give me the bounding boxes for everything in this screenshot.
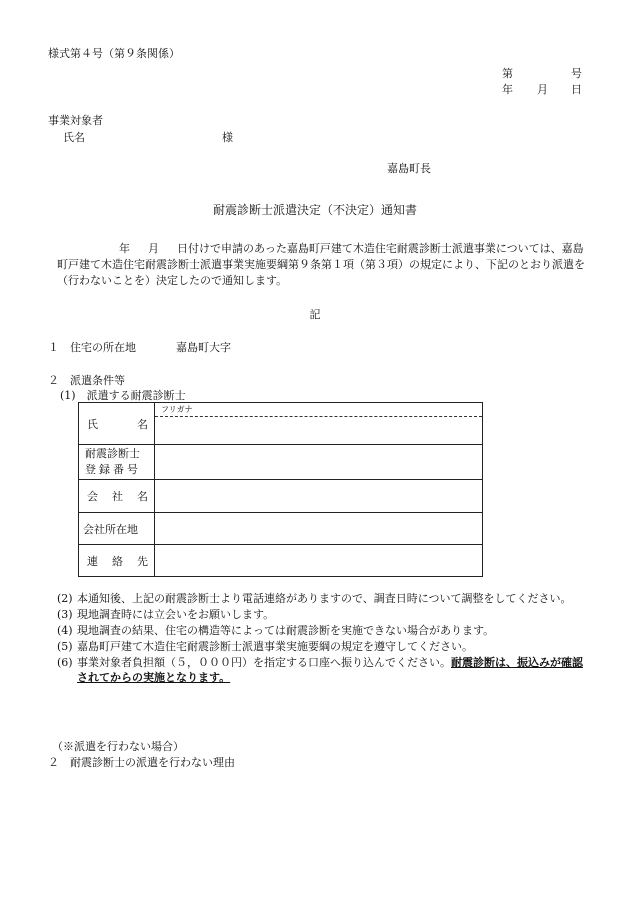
row-label-contact: 連 絡 先 — [79, 545, 155, 577]
row-label-address: 会社所在地 — [79, 513, 155, 545]
section1-label: １ 住宅の所在地 — [48, 341, 136, 354]
issue-number-suffix: 号 — [571, 67, 582, 80]
issuer: 嘉島町長 — [387, 162, 431, 175]
recipient-label: 事業対象者 — [48, 114, 103, 127]
list-item: (6) 事業対象者負担額（５，０００円）を指定する口座へ振り込んでください。耐震診断は、振込みが確認されてからの実施となります。 — [57, 656, 583, 684]
body-text: 日付けで申請のあった嘉島町戸建て木造住宅耐震診断士派遣事業については、嘉島町戸建て木造住宅耐震診断士派遣事業実施要綱第９条第１項（第３項）の規定により、下記のとおり派遣を（行わないことを）決定したので通知します。 — [57, 242, 585, 287]
alt-case-label: （※派遣を行わない場合） — [52, 740, 184, 753]
row-label-registration: 耐震診断士 登録番号 — [79, 445, 155, 480]
list-item: (4) 現地調査の結果、住宅の構造等によっては耐震診断を実施できない場合があります。 — [57, 624, 495, 637]
table-row — [79, 445, 483, 480]
inspector-table — [78, 402, 483, 577]
table-row — [79, 480, 483, 513]
form-number: 様式第４号（第９条関係） — [48, 47, 180, 60]
note-text: 事業対象者負担額（５，０００円）を指定する口座へ振り込んでください。 — [77, 656, 451, 669]
section1-value: 嘉島町大字 — [176, 341, 231, 354]
issue-number-prefix: 第 — [502, 67, 513, 80]
list-item: (2) 本通知後、上記の耐震診断士より電話連絡がありますので、調査日時について調整をしてください。 — [57, 592, 572, 605]
table-row — [79, 403, 483, 445]
company-cell[interactable] — [155, 480, 483, 513]
name-cell[interactable] — [155, 403, 483, 445]
list-item: (3) 現地調査時には立会いをお願いします。 — [57, 608, 275, 621]
row-label-name: 氏 名 — [79, 403, 155, 445]
row-label-company: 会 社 名 — [79, 480, 155, 513]
recipient-honorific: 様 — [222, 131, 233, 144]
alt-case-item: ２ 耐震診断士の派遣を行わない理由 — [48, 756, 235, 769]
recipient-name-label: 氏名 — [63, 131, 85, 144]
ki-mark: 記 — [309, 308, 321, 321]
contact-cell[interactable] — [155, 545, 483, 577]
date-year: 年 — [502, 83, 513, 96]
date-day: 日 — [571, 83, 582, 96]
section2-sub: (1) 派遣する耐震診断士 — [60, 389, 186, 402]
notes-list — [57, 591, 587, 686]
body-year: 年 — [119, 242, 130, 255]
date-month: 月 — [537, 83, 548, 96]
section2-label: ２ 派遣条件等 — [48, 374, 125, 387]
table-row — [79, 513, 483, 545]
body-month: 月 — [148, 242, 159, 255]
address-cell[interactable] — [155, 513, 483, 545]
document-title: 耐震診断士派遣決定（不決定）通知書 — [212, 203, 417, 217]
table-row — [79, 545, 483, 577]
registration-cell[interactable] — [155, 445, 483, 480]
body-paragraph — [57, 241, 587, 289]
list-item: (5) 嘉島町戸建て木造住宅耐震診断士派遣事業実施要綱の規定を遵守してください。 — [57, 640, 473, 653]
payment-warning: 耐震診断は、振込みが確認されてからの実施となります。 — [77, 656, 583, 684]
furigana-label: フリガナ — [155, 403, 482, 417]
